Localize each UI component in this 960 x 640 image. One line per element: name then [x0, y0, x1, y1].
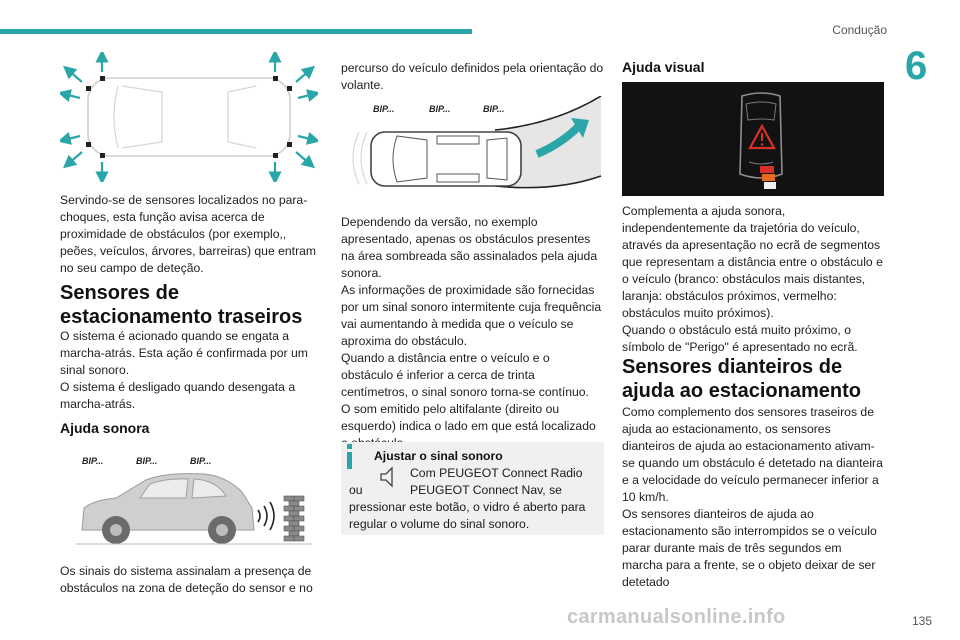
page-number: 135	[912, 614, 933, 628]
sound-aid-continued: percurso do veículo definidos pela orientação do volante.	[341, 61, 604, 92]
bip-label: BIP...	[483, 104, 505, 114]
rear-sensors-text: O sistema é acionado quando se engata a marcha-atrás. Esta ação é confirmada por um sinal sonoro. O sistema é desligado quando desengata a marcha-atrás.	[60, 329, 308, 411]
rear-heading-line1: Sensores de	[60, 282, 179, 304]
rear-sensors-heading	[60, 281, 318, 329]
intro-paragraph: Servindo-se de sensores localizados no para-choques, esta função avisa acerca de proximidade de obstáculos (por exemplo,, peões, veículos, árvores, barreiras) que entram no seu campo de deteção.	[60, 193, 317, 275]
bip-label: BIP...	[373, 104, 395, 114]
visual-aid-screen	[622, 82, 884, 196]
info-icon	[347, 452, 352, 469]
speaker-button-icon	[377, 464, 403, 490]
front-sensors-text: Como complemento dos sensores traseiros de ajuda ao estacionamento, os sensores dianteiros de ajuda ao estacionamento ativam-se quando um obstáculo é detetado na dianteira e a velocidade do veículo permanecer inferior a 10 km/h. Os sensores dianteiros de ajuda ao estacionamento são interrompidos se o veículo parar durante mais de três segundos em marcha para a frente, se o objeto deixar de ser detetado	[622, 405, 883, 589]
bip-label: BIP...	[429, 104, 451, 114]
visual-aid-text: Complementa a ajuda sonora, independentemente da trajetória do veículo, através da apresentação no ecrã de segmentos que representam a distância entre o obstáculo e o veículo (branco: obstáculos mais distantes, laranja: obstáculos próximos, vermelho: obstáculos muito próximos). Quando o obstáculo está muito próximo, o símbolo de "Perigo" é apresentado no ecrã.	[622, 204, 883, 354]
front-sensors-heading	[622, 355, 884, 403]
chapter-number: 6	[905, 44, 928, 88]
steering-path-illustration	[345, 96, 603, 200]
watermark: carmanualsonline.info	[567, 606, 786, 628]
rear-heading-line2: estacionamento traseiros	[60, 306, 303, 328]
front-heading-line1: Sensores dianteiros de	[622, 356, 843, 378]
bip-label: BIP...	[190, 456, 212, 466]
section-name: Condução	[832, 23, 887, 37]
sound-info-text: Dependendo da versão, no exemplo apresentado, apenas os obstáculos presentes na área sombreada são assinalados pela ajuda sonora. As informações de proximidade são fornecidas por um sinal sonoro intermitente cuja frequência vai aumentando à medida que o veículo se aproxima do obstáculo. Quando a distância entre o veículo e o obstáculo é inferior a cerca de trinta centímetros, o sinal sonoro torna-se contínuo. O som emitido pelo altifalante (direito ou esquerdo) indica o lado em que está localizado	[341, 215, 602, 433]
header-accent-bar	[0, 29, 472, 34]
front-heading-line2: ajuda ao estacionamento	[622, 380, 861, 402]
note-rest: pressionar este botão, o vidro é aberto para regular o volume do sinal sonoro.	[349, 500, 586, 531]
visual-aid-heading: Ajuda visual	[622, 59, 705, 75]
note-ou: ou	[349, 483, 363, 497]
rear-car-sound-illustration	[76, 452, 312, 550]
bip-label: BIP...	[82, 456, 104, 466]
sensor-coverage-diagram	[60, 52, 318, 182]
note-title: Ajustar o sinal sonoro	[374, 449, 503, 463]
bip-label: BIP...	[136, 456, 158, 466]
info-icon-dot	[347, 444, 352, 449]
note-line2: PEUGEOT Connect Nav, se	[410, 483, 562, 497]
sound-aid-heading: Ajuda sonora	[60, 420, 150, 436]
sound-aid-text: Os sinais do sistema assinalam a presença de obstáculos na zona de deteção do sensor e no	[60, 564, 313, 595]
adjust-sound-note	[341, 442, 604, 535]
note-line1: Com PEUGEOT Connect Radio	[410, 466, 583, 480]
